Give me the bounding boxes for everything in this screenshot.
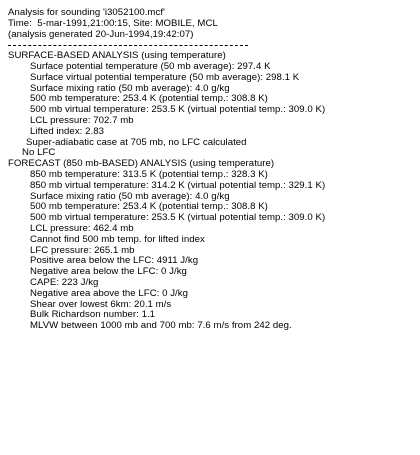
forecast-item: Surface mixing ratio (50 mb average): 4.0 g/kg [30, 190, 230, 202]
forecast-item: Negative area above the LFC: 0 J/kg [30, 287, 189, 299]
surface-item: Surface virtual potential temperature (50 mb average): 298.1 K [30, 71, 300, 83]
surface-item: Surface mixing ratio (50 mb average): 4.0 g/kg [30, 82, 230, 94]
forecast-item: Negative area below the LFC: 0 J/kg [30, 266, 187, 278]
forecast-item: CAPE: 223 J/kg [30, 276, 99, 288]
forecast-item: Cannot find 500 mb temp. for lifted index [30, 233, 205, 245]
forecast-item: 500 mb virtual temperature: 253.5 K (virtual potential temp.: 309.0 K) [30, 212, 326, 224]
forecast-item: 500 mb temperature: 253.4 K (potential temp.: 308.8 K) [30, 201, 268, 213]
forecast-item: MLVW between 1000 mb and 700 mb: 7.6 m/s from 242 deg. [30, 320, 292, 332]
report-title: Analysis for sounding 'i3052100.mcf' [8, 7, 165, 18]
surface-item: LCL pressure: 702.7 mb [30, 114, 134, 126]
forecast-item: Positive area below the LFC: 4911 J/kg [30, 255, 199, 267]
forecast-item: 850 mb temperature: 313.5 K (potential temp.: 328.3 K) [30, 168, 268, 180]
forecast-item: Shear over lowest 6km: 20.1 m/s [30, 298, 172, 310]
forecast-item: Bulk Richardson number: 1.1 [30, 309, 156, 321]
forecast-item: LCL pressure: 462.4 mb [30, 222, 134, 234]
surface-item: 500 mb virtual temperature: 253.5 K (virtual potential temp.: 309.0 K) [30, 104, 326, 116]
forecast-item: LFC pressure: 265.1 mb [30, 244, 135, 256]
surface-item: 500 mb temperature: 253.4 K (potential temp.: 308.8 K) [30, 93, 268, 105]
sounding-analysis-report [8, 8, 413, 332]
surface-note: Super-adiabatic case at 705 mb, no LFC calculated [26, 136, 247, 148]
forecast-item: 850 mb virtual temperature: 314.2 K (virtual potential temp.: 329.1 K) [30, 179, 326, 191]
separator-line [8, 40, 413, 51]
forecast-section-title: FORECAST (850 mb-BASED) ANALYSIS (using temperature) [8, 158, 275, 170]
surface-item: Lifted index: 2.83 [30, 125, 104, 137]
report-generated: (analysis generated 20-Jun-1994,19:42:07) [8, 28, 194, 40]
surface-note: No LFC [22, 147, 56, 159]
report-time-site: Time: 5-mar-1991,21:00:15, Site: MOBILE, MCL [8, 17, 218, 29]
surface-item: Surface potential temperature (50 mb average): 297.4 K [30, 60, 271, 72]
surface-section-title: SURFACE-BASED ANALYSIS (using temperature) [8, 50, 226, 62]
